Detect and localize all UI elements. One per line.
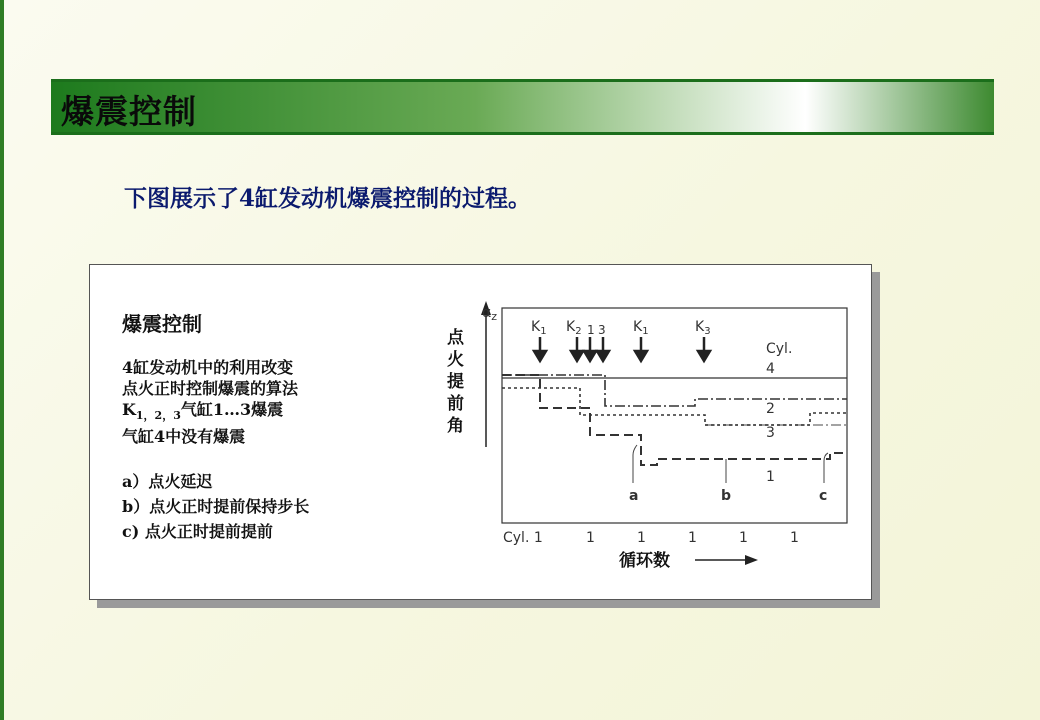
figure-panel xyxy=(89,264,872,600)
k3-label: $K_3$ xyxy=(695,319,711,337)
curve-label-3: 3 xyxy=(766,425,775,441)
knock-control-diagram xyxy=(90,265,873,601)
k-sub-1-label: 1 xyxy=(587,323,595,337)
k2-label: $K_2$ xyxy=(566,319,582,337)
desc-k-sub: 1，2，3 xyxy=(135,409,181,423)
k1-label-first: $K_1$ xyxy=(531,319,547,337)
curve-label-2: 2 xyxy=(766,401,775,417)
curve-label-4: 4 xyxy=(766,361,775,377)
x-axis-label: 循环数 xyxy=(619,551,670,571)
x-tick-1: 1 xyxy=(586,530,595,546)
y-label-char-3: 提 xyxy=(447,372,464,392)
item-a: a）点火延迟 xyxy=(122,472,213,491)
title-bar xyxy=(51,79,994,135)
x-tick-4: 1 xyxy=(739,530,748,546)
curve-cylinder-1 xyxy=(502,375,847,465)
desc-line-2: 点火正时控制爆震的算法 xyxy=(122,379,299,398)
item-b: b）点火正时提前保持步长 xyxy=(122,497,310,516)
event-label-b: b xyxy=(721,488,732,504)
desc-line-4: 气缸4中没有爆震 xyxy=(122,427,246,447)
left-accent-rule xyxy=(0,0,4,720)
x-tick-5: 1 xyxy=(790,530,799,546)
y-label-char-5: 角 xyxy=(447,416,464,436)
event-marker-a-line xyxy=(633,445,637,483)
event-label-a: a xyxy=(629,488,639,504)
event-marker-c-line xyxy=(824,453,828,483)
desc-line-3-rest: 气缸1…3爆震 xyxy=(180,400,284,419)
x-tick-3: 1 xyxy=(688,530,697,546)
cyl-legend-label: Cyl. xyxy=(766,341,793,357)
k1-label-second: $K_1$ xyxy=(633,319,649,337)
curve-cylinder-2 xyxy=(502,375,847,406)
x-axis-arrowhead xyxy=(745,555,758,565)
item-c: c) 点火正时提前提前 xyxy=(122,522,273,541)
y-axis-symbol: $\alpha_z$ xyxy=(482,305,498,323)
slide-title: 爆震控制 xyxy=(61,92,197,131)
desc-line-1: 4缸发动机中的利用改变 xyxy=(122,358,294,377)
x-cyl-label: Cyl. 1 xyxy=(503,530,543,546)
y-label-char-1: 点 xyxy=(447,328,464,348)
k-sub-3-label: 3 xyxy=(598,323,606,337)
y-label-char-2: 火 xyxy=(447,350,464,370)
y-label-char-4: 前 xyxy=(447,394,464,414)
desc-k: K xyxy=(122,400,136,419)
intro-text: 下图展示了4缸发动机爆震控制的过程。 xyxy=(124,185,532,212)
figure-title: 爆震控制 xyxy=(122,312,202,336)
x-tick-2: 1 xyxy=(637,530,646,546)
event-label-c: c xyxy=(819,488,828,504)
curve-label-1: 1 xyxy=(766,469,775,485)
